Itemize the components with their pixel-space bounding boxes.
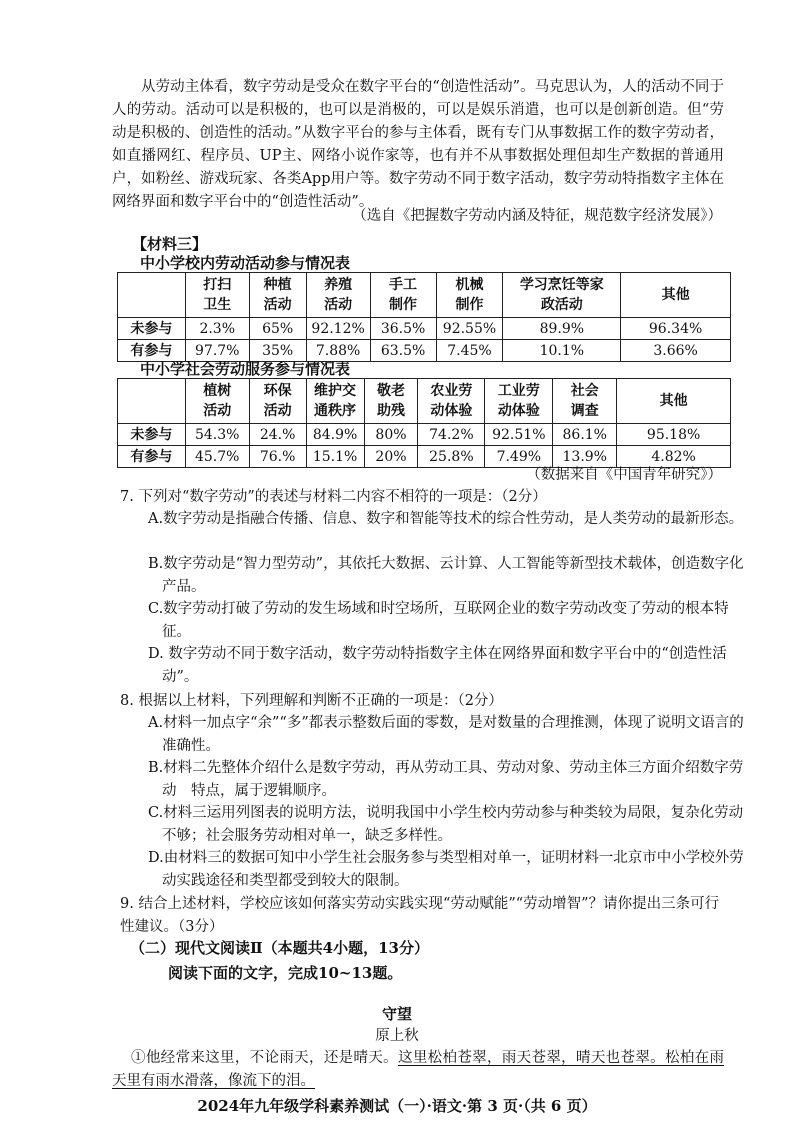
table-row-label: 未参与: [118, 424, 186, 446]
table-cell: 65%: [249, 318, 306, 340]
table-cell: 7.88%: [306, 340, 370, 362]
table-header-cell: 手工 制作: [370, 273, 436, 318]
table-cell: 7.49%: [485, 446, 553, 468]
table-cell: 10.1%: [503, 340, 621, 362]
story-paragraph-1: [112, 1047, 724, 1093]
table-header-cell: 其他: [617, 379, 731, 424]
table-row-label: 未参与: [118, 318, 186, 340]
section-2-intro: 阅读下面的文字，完成10~13题。: [168, 964, 403, 982]
table-header-cell: 社会 调查: [553, 379, 617, 424]
table-cell: 95.18%: [617, 424, 731, 446]
question-8-option-b: B.材料二先整体介绍什么是数字劳动，再从劳动工具、劳动对象、劳动主体三方面介绍数字劳动 特点，属于逻辑顺序。: [148, 760, 744, 799]
table-header-cell: 种植 活动: [249, 273, 306, 318]
table-header-cell: [118, 273, 186, 318]
table-cell: 24.%: [249, 424, 306, 446]
table-header-cell: 学习烹饪等家 政活动: [503, 273, 621, 318]
question-7-option-c: C.数字劳动打破了劳动的发生场域和时空场所，互联网企业的数字劳动改变了劳动的根本特征。: [148, 601, 729, 640]
table-header-cell: 敬老 助残: [364, 379, 418, 424]
table-header-cell: 农业劳 动体验: [418, 379, 485, 424]
material3-source: （数据来自《中国青年研究》）: [526, 467, 722, 483]
table-row-label: 有参与: [118, 340, 186, 362]
table-header-cell: 养殖 活动: [306, 273, 370, 318]
table-header-cell: 其他: [621, 273, 731, 318]
table-row-label: 有参与: [118, 446, 186, 468]
table-cell: 92.55%: [436, 318, 503, 340]
table-cell: 2.3%: [185, 318, 249, 340]
table-cell: 54.3%: [185, 424, 249, 446]
question-7-option-b: B.数字劳动是“智力型劳动”，其依托大数据、云计算、人工智能等新型技术载体，创造数字化产品。: [148, 556, 744, 595]
table-cell: 84.9%: [306, 424, 364, 446]
material2-paragraph: 从劳动主体看，数字劳动是受众在数字平台的“创造性活动”。马克思认为，人的活动不同于人的劳动。活动可以是积极的，也可以是消极的，可以是娱乐消遣，也可以是创新创造。但“劳动是积极的、创造性的活动。”从数字平台的参与主体看，既有专门从事数据工作的数字劳动者，如直播网红、程序员、UP主、网络小说作家等，也有并不从事数据处理但却生产数据的普通用户，如粉丝、游戏玩家、各类App用户等。数字劳动不同于数字活动，数字劳动特指数字主体在网络界面和数字平台中的“创造性活动”。: [112, 79, 724, 210]
question-7-stem: 7. 下列对“数字劳动”的表述与材料二内容不相符的一项是：（2分）: [120, 489, 547, 505]
table-cell: 63.5%: [370, 340, 436, 362]
table-cell: 96.34%: [621, 318, 731, 340]
table1-title: 中小学校内劳动活动参与情况表: [140, 254, 351, 272]
table-cell: 35%: [249, 340, 306, 362]
table-header-row: [118, 273, 731, 318]
school-labor-table: [117, 272, 731, 362]
table-row: [118, 424, 731, 446]
table-cell: 25.8%: [418, 446, 485, 468]
table-header-cell: 工业劳 动体验: [485, 379, 553, 424]
question-8-option-d: D.由材料三的数据可知中小学生社会服务参与类型相对单一，证明材料一北京市中小学校外劳动实践途径和类型都受到较大的限制。: [148, 850, 744, 889]
question-9: 9. 结合上述材料，学校应该如何落实劳动实践实现“劳动赋能”“劳动增智”？请你提出三条可行性建议。（3分）: [120, 896, 720, 935]
table-cell: 86.1%: [553, 424, 617, 446]
question-7-option-a: A.数字劳动是指融合传播、信息、数字和智能等技术的综合性劳动，是人类劳动的最新形态。: [148, 511, 744, 527]
table-cell: 97.7%: [185, 340, 249, 362]
table-header-cell: 环保 活动: [249, 379, 306, 424]
question-8-option-a: A.材料一加点字“余”“多”都表示整数后面的零数，是对数量的合理推测，体现了说明文语言的准确性。: [148, 715, 744, 754]
question-8-stem: 8. 根据以上材料，下列理解和判断不正确的一项是：（2分）: [120, 693, 503, 709]
table-cell: 89.9%: [503, 318, 621, 340]
table-cell: 13.9%: [553, 446, 617, 468]
table-cell: 45.7%: [185, 446, 249, 468]
table-cell: 92.51%: [485, 424, 553, 446]
social-service-table: [117, 378, 731, 468]
question-7-option-d: D. 数字劳动不同于数字活动，数字劳动特指数字主体在网络界面和数字平台中的“创造性活动”。: [148, 646, 727, 685]
table-row: [118, 318, 731, 340]
table-header-cell: 打扫 卫生: [185, 273, 249, 318]
table-header-cell: [118, 379, 186, 424]
story-author: 原上秋: [375, 1028, 419, 1044]
page-footer: 2024年九年级学科素养测试（一）·语文·第 3 页·（共 6 页）: [197, 1097, 597, 1115]
question-8-option-c: C.材料三运用列图表的说明方法，说明我国中小学生校内劳动参与种类较为局限，复杂化劳动不够；社会服务劳动相对单一，缺乏多样性。: [148, 805, 744, 844]
table-cell: 92.12%: [306, 318, 370, 340]
story-title: 守望: [381, 1005, 412, 1023]
table-cell: 76.%: [249, 446, 306, 468]
section-2-heading: （二）现代文阅读Ⅱ（本题共4小题，13分）: [130, 939, 429, 957]
table-cell: 3.66%: [621, 340, 731, 362]
table-header-cell: 机械 制作: [436, 273, 503, 318]
story-p1-underlined: 这里松柏苍翠，雨天苍翠，晴天也苍翠。松柏在雨天里有雨水滑落，像流下的泪。: [112, 1050, 724, 1089]
table-cell: 4.82%: [617, 446, 731, 468]
table-cell: 36.5%: [370, 318, 436, 340]
table-header-cell: 植树 活动: [185, 379, 249, 424]
table-cell: 80%: [364, 424, 418, 446]
material2-source: （选自《把握数字劳动内涵及特征，规范数字经济发展》）: [352, 208, 722, 224]
material3-label: 【材料三】: [132, 235, 208, 253]
table2-title: 中小学社会劳动服务参与情况表: [140, 360, 351, 378]
story-p1-plain: ①他经常来这里，不论雨天，还是晴天。: [131, 1050, 398, 1066]
table-cell: 20%: [364, 446, 418, 468]
table-cell: 7.45%: [436, 340, 503, 362]
table-header-row: [118, 379, 731, 424]
table-cell: 15.1%: [306, 446, 364, 468]
table-cell: 74.2%: [418, 424, 485, 446]
table-header-cell: 维护交 通秩序: [306, 379, 364, 424]
